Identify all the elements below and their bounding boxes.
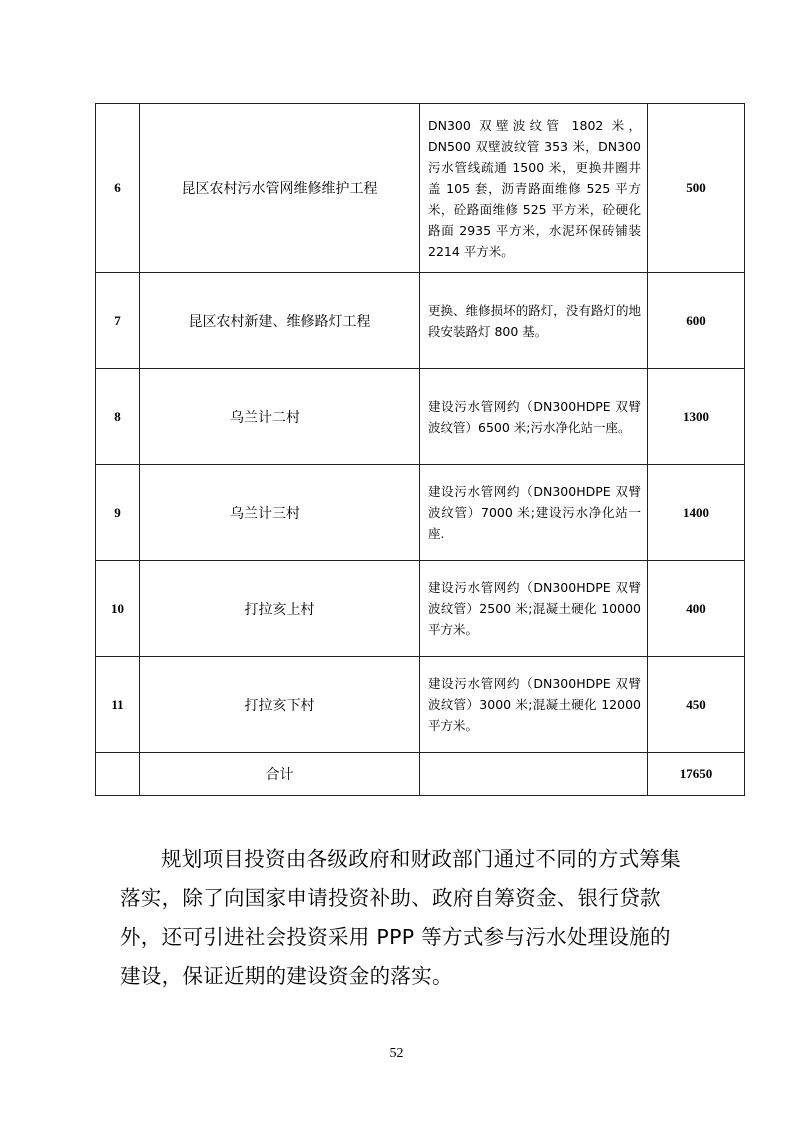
table-row: [96, 369, 745, 465]
page-number: 52: [389, 1046, 404, 1061]
funding-paragraph: 规划项目投资由各级政府和财政部门通过不同的方式筹集落实，除了向国家申请投资补助、政府自筹资金、银行贷款外，还可引进社会投资采用 PPP 等方式参与污水处理设施的建设，保证近期的建设资金的落实。: [120, 847, 681, 988]
row-number: 8: [96, 369, 140, 465]
total-label: 合计: [140, 753, 420, 796]
table-row: [96, 561, 745, 657]
row-number: 7: [96, 273, 140, 369]
project-description: 建设污水管网约（DN300HDPE 双臂波纹管）7000 米;建设污水净化站一座.: [420, 465, 648, 561]
row-number: 6: [96, 104, 140, 273]
total-row: [96, 753, 745, 796]
table-row: [96, 657, 745, 753]
total-number-cell: [96, 753, 140, 796]
investment-amount: 1400: [648, 465, 745, 561]
table-row: [96, 465, 745, 561]
investment-amount: 400: [648, 561, 745, 657]
project-name: 打拉亥下村: [140, 657, 420, 753]
project-name: 乌兰计三村: [140, 465, 420, 561]
total-amount: 17650: [648, 753, 745, 796]
row-number: 9: [96, 465, 140, 561]
total-description-cell: [420, 753, 648, 796]
table-row: [96, 273, 745, 369]
table-row: [96, 104, 745, 273]
project-description: 建设污水管网约（DN300HDPE 双臂波纹管）3000 米;混凝土硬化 12000 平方米。: [420, 657, 648, 753]
investment-amount: 600: [648, 273, 745, 369]
row-number: 11: [96, 657, 140, 753]
project-name: 昆区农村新建、维修路灯工程: [140, 273, 420, 369]
row-number: 10: [96, 561, 140, 657]
project-name: 乌兰计二村: [140, 369, 420, 465]
project-description: 建设污水管网约（DN300HDPE 双臂波纹管）2500 米;混凝土硬化 10000 平方米。: [420, 561, 648, 657]
investment-amount: 1300: [648, 369, 745, 465]
project-name: 打拉亥上村: [140, 561, 420, 657]
investment-amount: 500: [648, 104, 745, 273]
investment-table: [95, 103, 745, 796]
project-name: 昆区农村污水管网维修维护工程: [140, 104, 420, 273]
investment-amount: 450: [648, 657, 745, 753]
project-description: DN300 双壁波纹管 1802 米， DN500 双壁波纹管 353 米，DN300 污水管线疏通 1500 米，更换井圈井盖 105 套，沥青路面维修 525 平方米，砼路面维修 525 平方米，砼硬化路面 2935 平方米，水泥环保砖铺装 2214 平方米。: [420, 104, 648, 273]
project-description: 建设污水管网约（DN300HDPE 双臂波纹管）6500 米;污水净化站一座。: [420, 369, 648, 465]
project-description: 更换、维修损坏的路灯，没有路灯的地段安装路灯 800 基。: [420, 273, 648, 369]
